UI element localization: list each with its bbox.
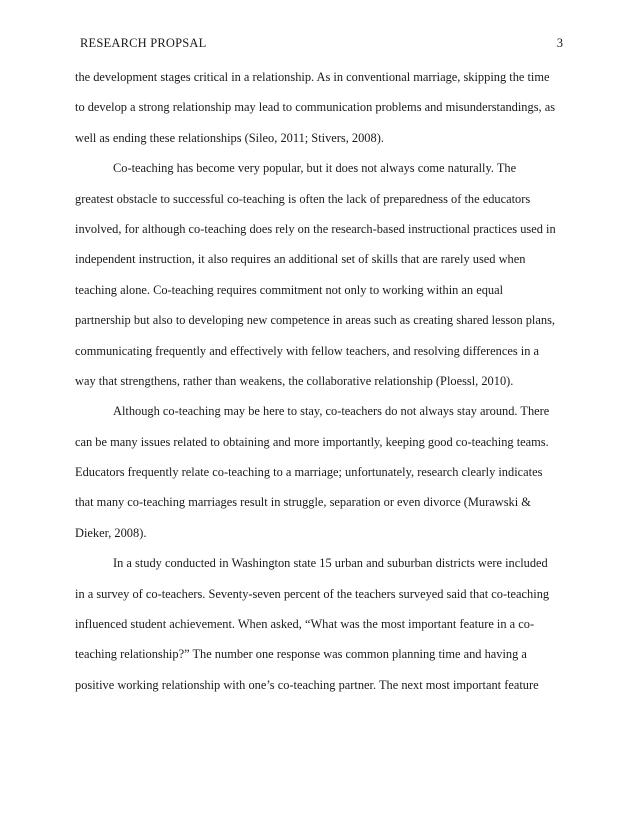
text-line: teaching alone. Co-teaching requires commitment not only to working within an equal [75,282,504,297]
text-line: Educators frequently relate co-teaching to a marriage; unfortunately, research clearly indicates [75,465,543,480]
running-head: RESEARCH PROPSAL [80,36,207,50]
text-line: well as ending these relationships (Sileo, 2011; Stivers, 2008). [75,130,384,145]
text-line: to develop a strong relationship may lead to communication problems and misunderstandings, as [75,100,556,115]
text-line: positive working relationship with one’s co-teaching partner. The next most important feature [75,677,539,692]
text-line: that many co-teaching marriages result in struggle, separation or even divorce (Murawski & [75,495,531,510]
text-line: Although co-teaching may be here to stay, co-teachers do not always stay around. There [113,404,550,419]
text-line: involved, for although co-teaching does rely on the research-based instructional practices used in [75,221,556,236]
text-line: Dieker, 2008). [75,525,147,540]
text-line: communicating frequently and effectively with fellow teachers, and resolving differences in a [75,343,540,358]
text-line: independent instruction, it also requires an additional set of skills that are rarely used when [75,252,526,267]
text-line: teaching relationship?” The number one response was common planning time and having a [75,647,527,662]
page-number: 3 [556,36,563,50]
text-line: influenced student achievement. When asked, “What was the most important feature in a co- [75,617,535,632]
text-line: the development stages critical in a relationship. As in conventional marriage, skipping the time [75,70,550,84]
text-line: partnership but also to developing new competence in areas such as creating shared lesson plans, [75,313,555,328]
text-line: In a study conducted in Washington state 15 urban and suburban districts were included [113,556,548,571]
text-line: way that strengthens, rather than weakens, the collaborative relationship (Ploessl, 2010). [75,373,514,388]
text-line: can be many issues related to obtaining and more importantly, keeping good co-teaching teams. [75,434,549,449]
text-line: Co-teaching has become very popular, but it does not always come naturally. The [113,161,517,176]
text-line: in a survey of co-teachers. Seventy-seven percent of the teachers surveyed said that co-teaching [75,586,550,601]
text-line: greatest obstacle to successful co-teaching is often the lack of preparedness of the educators [75,191,531,206]
body-text [75,62,569,700]
